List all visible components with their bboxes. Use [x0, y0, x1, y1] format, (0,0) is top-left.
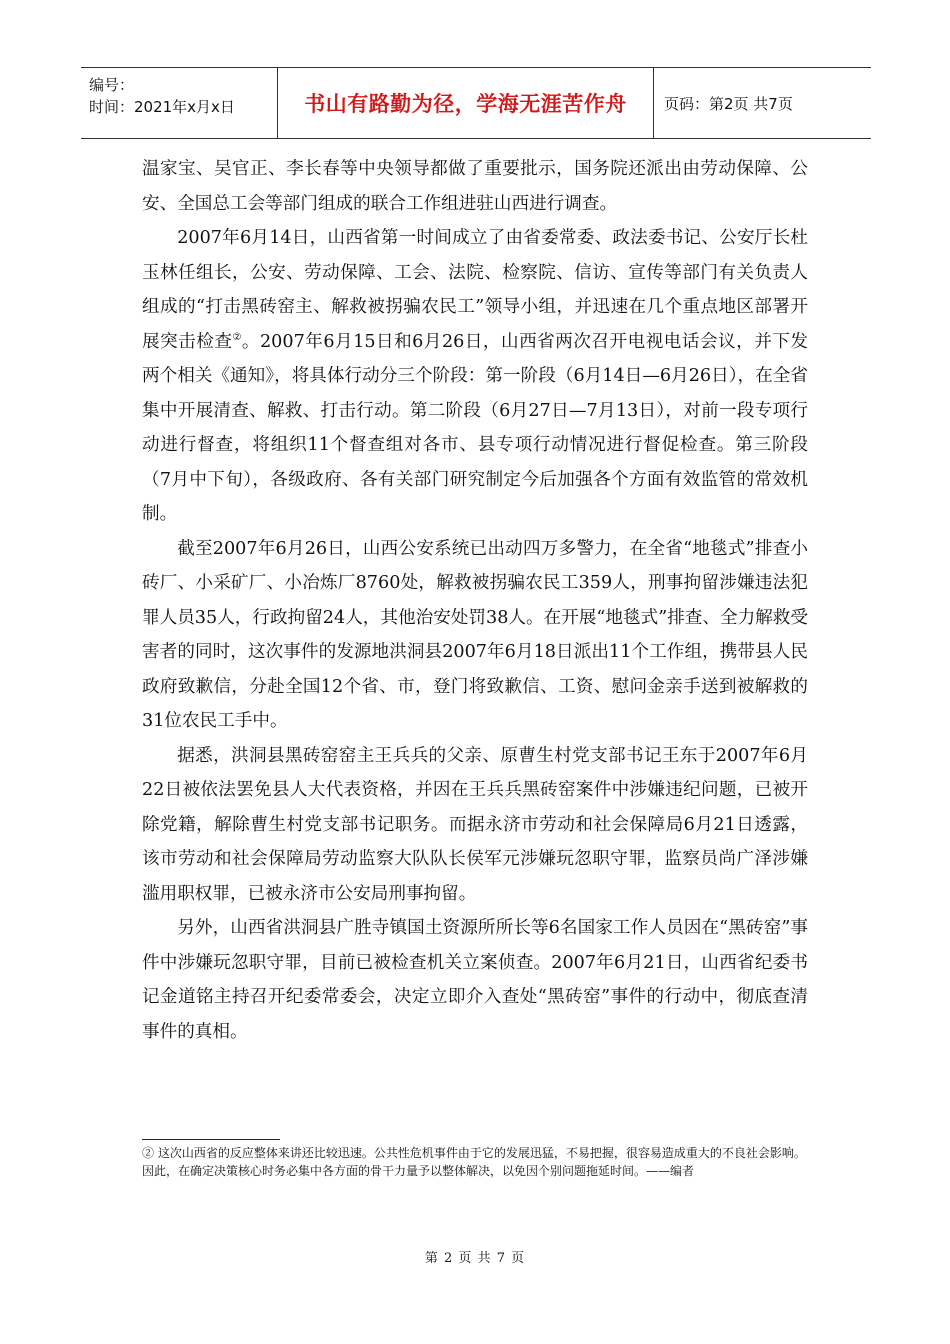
- paragraph: [142, 221, 808, 532]
- document-date-label: 时间：2021年x月x日: [89, 98, 235, 116]
- header-meta: [81, 68, 278, 138]
- paragraph: 另外，山西省洪洞县广胜寺镇国土资源所所长等6名国家工作人员因在“黑砖窑”事件中涉嫌玩忽职守罪，目前已被检查机关立案侦查。2007年6月21日，山西省纪委书记金道铭主持召开纪委常委会，决定立即介入查处“黑砖窑”事件的行动中，彻底查清事件的真相。: [142, 918, 808, 1042]
- footnote-separator: [142, 1139, 280, 1140]
- header-table: [81, 67, 871, 139]
- paragraph-text: 2007年6月14日，山西省第一时间成立了由省委常委、政法委书记、公安厅长杜玉林任组长，公安、劳动保障、工会、法院、检察院、信访、宣传等部门有关负责人组成的“打击黑砖窑主、解救被拐骗农民工”领导小组，并迅速在几个重点地区部署开展突击检查: [142, 228, 808, 352]
- footnote-marker[interactable]: ②: [232, 331, 242, 343]
- paragraph: 截至2007年6月26日，山西公安系统已出动四万多警力，在全省“地毯式”排查小砖厂、小采矿厂、小冶炼厂8760处，解救被拐骗农民工359人，刑事拘留涉嫌违法犯罪人员35人，行政拘留24人，其他治安处罚38人。在开展“地毯式”排查、全力解救受害者的同时，这次事件的发源地洪洞县2007年6月18日派出11个工作组，携带县人民政府致歉信，分赴全国12个省、市，登门将致歉信、工资、慰问金亲手送到被解救的31位农民工手中。: [142, 538, 808, 731]
- body-text: [142, 152, 808, 1049]
- page-footer: 第 2 页 共 7 页: [424, 1251, 526, 1266]
- header-motto: 书山有路勤为径，学海无涯苦作舟: [278, 68, 654, 138]
- header-page-label: 页码：第2页 共7页: [664, 94, 793, 113]
- paragraph-text: 。2007年6月15日和6月26日，山西省两次召开电视电话会议，并下发两个相关《通知》，将具体行动分三个阶段：第一阶段（6月14日—6月26日），在全省集中开展清查、解救、打击行动。第二阶段（6月27日—7月13日），对前一段专项行动进行督查，将组织11个督查组对各市、县专项行动情况进行督促检查。第三阶段（7月中下旬），各级政府、各有关部门研究制定今后加强各个方面有效监管的常效机制。: [142, 331, 808, 524]
- document-number-label: 编号：: [89, 76, 135, 94]
- paragraph: 据悉，洪洞县黑砖窑窑主王兵兵的父亲、原曹生村党支部书记王东于2007年6月22日被依法罢免县人大代表资格，并因在王兵兵黑砖窑案件中涉嫌违纪问题，已被开除党籍，解除曹生村党支部书记职务。而据永济市劳动和社会保障局6月21日透露，该市劳动和社会保障局劳动监察大队队长侯军元涉嫌玩忽职守罪，监察员尚广泽涉嫌滥用职权罪，已被永济市公安局刑事拘留。: [142, 745, 808, 904]
- footnote: ② 这次山西省的反应整体来讲还比较迅速。公共性危机事件由于它的发展迅猛，不易把握，很容易造成重大的不良社会影响。因此，在确定决策核心时务必集中各方面的骨干力量予以整体解决，以免因个别问题拖延时间。——编者: [142, 1146, 806, 1178]
- paragraph: 温家宝、吴官正、李长春等中央领导都做了重要批示，国务院还派出由劳动保障、公安、全国总工会等部门组成的联合工作组进驻山西进行调查。: [142, 159, 808, 214]
